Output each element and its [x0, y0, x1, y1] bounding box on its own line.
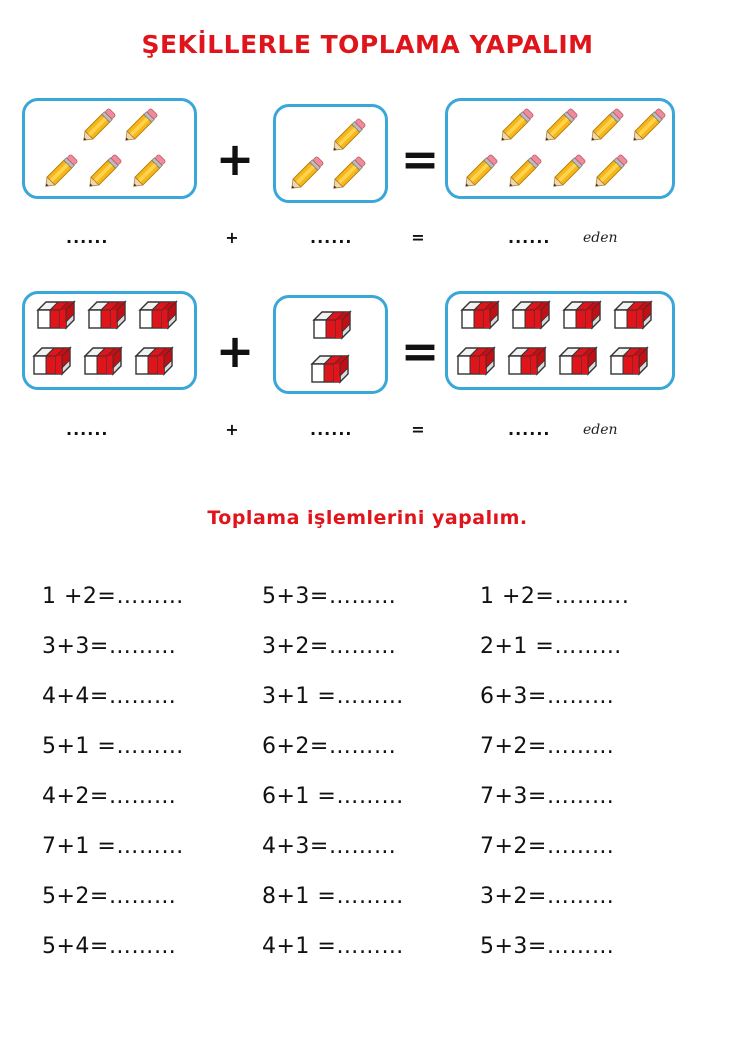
exercise-item[interactable]: 1 +2=……… — [42, 584, 184, 609]
eraser-icon — [130, 342, 178, 382]
big-plus-sign: + — [215, 132, 255, 186]
exercise-item[interactable]: 3+2=……… — [480, 884, 615, 909]
exercise-item[interactable]: 4+2=……… — [42, 784, 177, 809]
eraser-icon — [79, 342, 127, 382]
exercise-item[interactable]: 7+1 =……… — [42, 834, 184, 859]
eraser-icon — [452, 342, 500, 382]
eden-label: eden — [583, 230, 618, 246]
exercise-item[interactable]: 7+3=……… — [480, 784, 615, 809]
exercise-item[interactable]: 8+1 =……… — [262, 884, 404, 909]
pencil-icon — [546, 150, 590, 194]
answer-blank[interactable]: ...... — [508, 420, 551, 439]
eraser-icon — [558, 296, 606, 336]
eraser-icon — [554, 342, 602, 382]
exercise-item[interactable]: 7+2=……… — [480, 834, 615, 859]
exercise-item[interactable]: 3+2=……… — [262, 634, 397, 659]
plus-sign: + — [225, 228, 239, 247]
big-plus-sign: + — [215, 324, 255, 378]
pencil-icon — [76, 104, 120, 148]
eraser-icon — [308, 306, 356, 346]
exercise-item[interactable]: 4+4=……… — [42, 684, 177, 709]
exercise-item[interactable]: 5+1 =……… — [42, 734, 184, 759]
eraser-icon — [306, 350, 354, 390]
answer-blank[interactable]: ...... — [66, 420, 109, 439]
pencil-icon — [584, 104, 628, 148]
pencil-icon — [588, 150, 632, 194]
page-title: ŞEKİLLERLE TOPLAMA YAPALIM — [141, 30, 594, 59]
pencil-icon — [126, 150, 170, 194]
exercise-item[interactable]: 5+3=……… — [262, 584, 397, 609]
pencil-icon — [82, 150, 126, 194]
exercise-item[interactable]: 6+2=……… — [262, 734, 397, 759]
exercise-item[interactable]: 3+3=……… — [42, 634, 177, 659]
pencil-icon — [626, 104, 670, 148]
exercise-item[interactable]: 6+1 =……… — [262, 784, 404, 809]
pencil-icon — [502, 150, 546, 194]
exercise-item[interactable]: 2+1 =……… — [480, 634, 622, 659]
answer-blank[interactable]: ...... — [508, 228, 551, 247]
eraser-icon — [609, 296, 657, 336]
pencil-icon — [118, 104, 162, 148]
section-subtitle: Toplama işlemlerini yapalım. — [207, 507, 528, 529]
pencil-icon — [458, 150, 502, 194]
equals-sign: = — [411, 228, 425, 247]
exercise-item[interactable]: 7+2=……… — [480, 734, 615, 759]
exercise-item[interactable]: 5+2=……… — [42, 884, 177, 909]
plus-sign: + — [225, 420, 239, 439]
eden-label: eden — [583, 422, 618, 438]
equals-sign: = — [411, 420, 425, 439]
eraser-icon — [456, 296, 504, 336]
big-equals-sign: = — [400, 132, 440, 186]
answer-blank[interactable]: ...... — [310, 228, 353, 247]
eraser-icon — [32, 296, 80, 336]
exercise-item[interactable]: 3+1 =……… — [262, 684, 404, 709]
answer-blank[interactable]: ...... — [310, 420, 353, 439]
pencil-icon — [38, 150, 82, 194]
exercise-item[interactable]: 1 +2=………. — [480, 584, 630, 609]
pencil-icon — [284, 152, 328, 196]
big-equals-sign: = — [400, 324, 440, 378]
eraser-icon — [605, 342, 653, 382]
eraser-icon — [134, 296, 182, 336]
exercise-item[interactable]: 5+3=……… — [480, 934, 615, 959]
exercise-item[interactable]: 6+3=……… — [480, 684, 615, 709]
pencil-icon — [494, 104, 538, 148]
eraser-icon — [83, 296, 131, 336]
exercise-item[interactable]: 4+3=……… — [262, 834, 397, 859]
eraser-icon — [503, 342, 551, 382]
exercise-item[interactable]: 4+1 =……… — [262, 934, 404, 959]
eraser-icon — [28, 342, 76, 382]
answer-blank[interactable]: ...... — [66, 228, 109, 247]
pencil-icon — [326, 152, 370, 196]
exercise-item[interactable]: 5+4=……… — [42, 934, 177, 959]
pencil-icon — [538, 104, 582, 148]
eraser-icon — [507, 296, 555, 336]
